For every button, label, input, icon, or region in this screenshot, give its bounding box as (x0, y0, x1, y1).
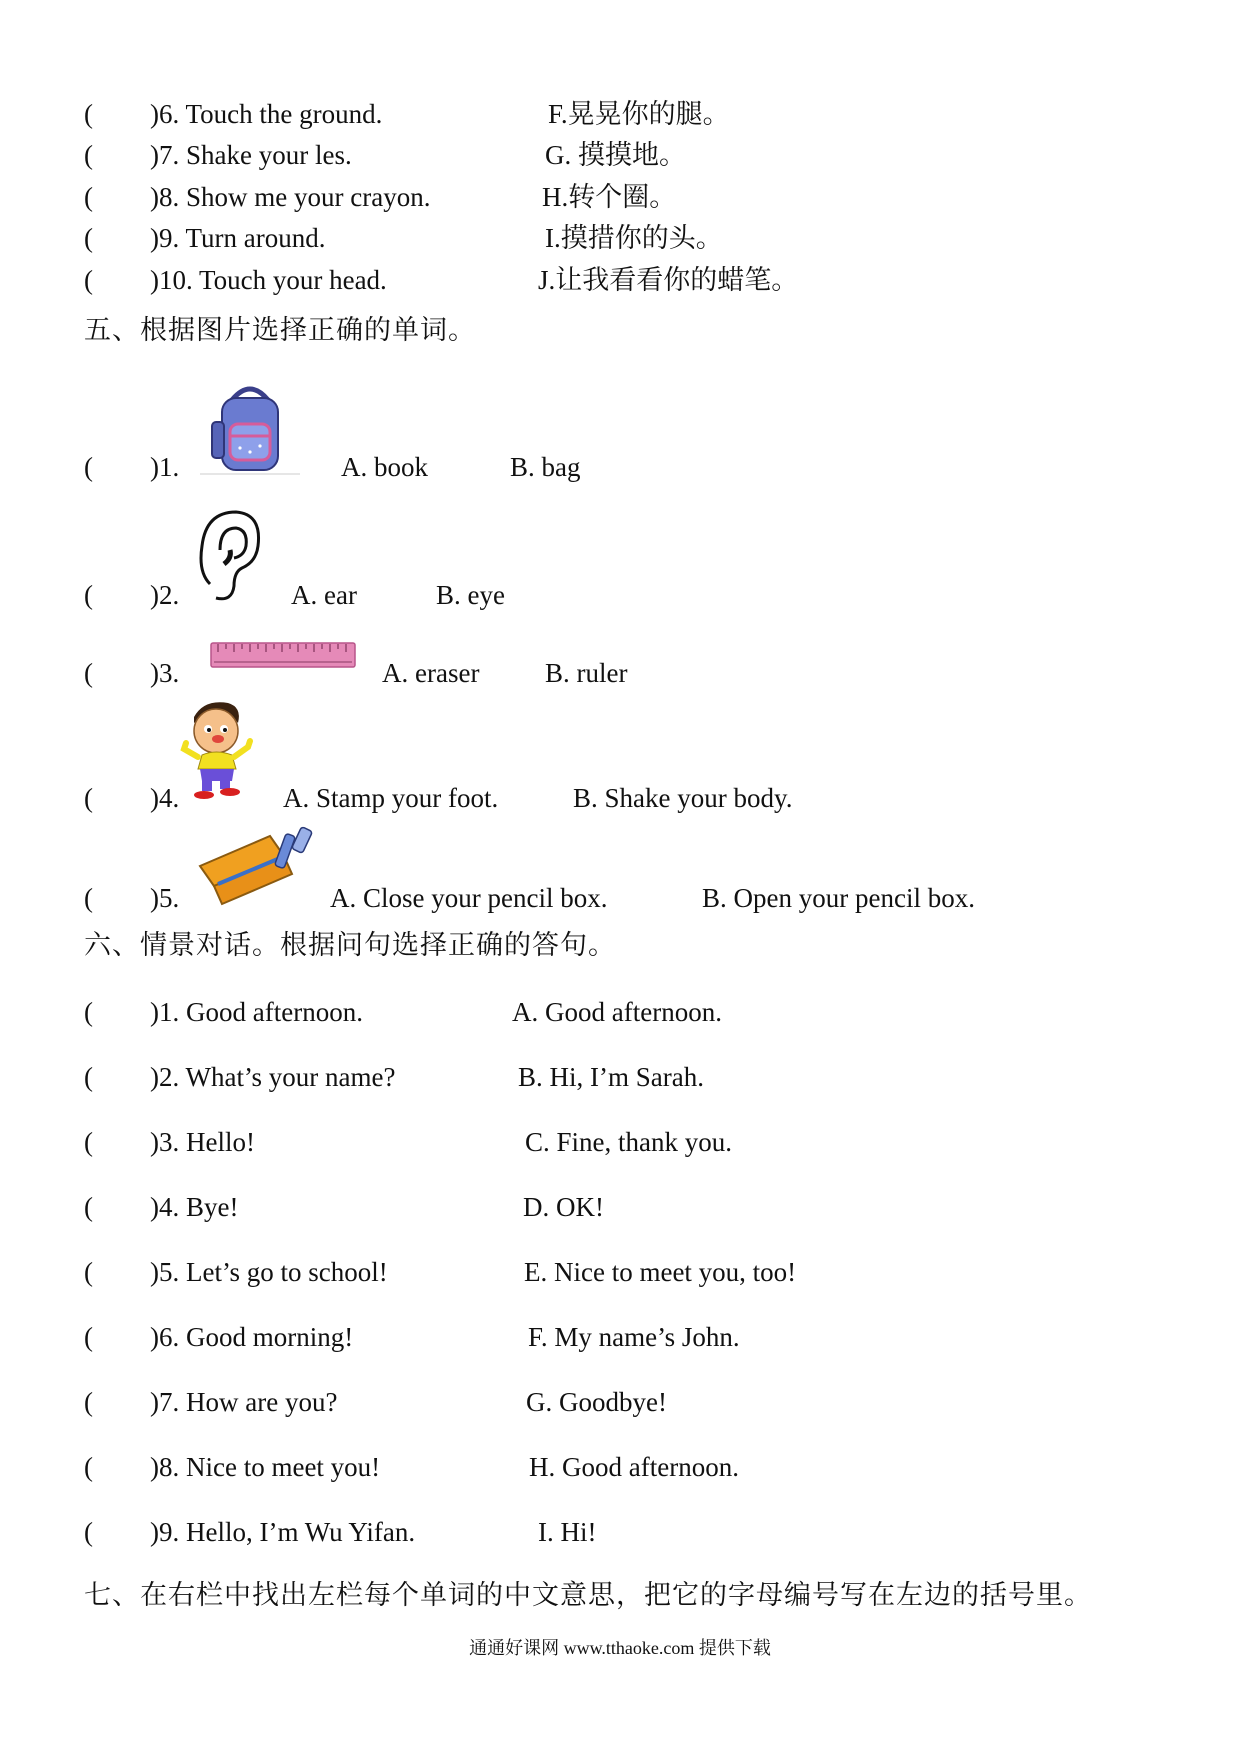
section-6-heading: 六、情景对话。根据问句选择正确的答句。 (84, 930, 616, 960)
option-b: B. bag (510, 452, 581, 482)
answer-option: G. Goodbye! (526, 1387, 667, 1417)
question: )8. Nice to meet you! (150, 1452, 381, 1482)
ruler-picture (210, 640, 356, 672)
answer-paren: ( (84, 1322, 93, 1352)
answer-paren: ( (84, 182, 93, 212)
answer-paren: ( (84, 1062, 93, 1092)
answer-paren: ( (84, 997, 93, 1027)
question: )2. What’s your name? (150, 1062, 396, 1092)
answer-option: A. Good afternoon. (512, 997, 722, 1027)
item-number: )1. (150, 452, 180, 482)
answer-paren: ( (84, 223, 93, 253)
question: )5. Let’s go to school! (150, 1257, 388, 1287)
ear-picture (194, 506, 266, 606)
section-7-heading: 七、在右栏中找出左栏每个单词的中文意思，把它的字母编号写在左边的括号里。 (84, 1580, 1092, 1610)
answer-paren: ( (84, 1452, 93, 1482)
option-a: A. Stamp your foot. (283, 783, 499, 813)
question: )3. Hello! (150, 1127, 255, 1157)
backpack-picture (200, 378, 300, 478)
answer-option: E. Nice to meet you, too! (524, 1257, 797, 1287)
matching-right: G. 摸摸地。 (545, 140, 686, 170)
answer-option: B. Hi, I’m Sarah. (518, 1062, 704, 1092)
question: )6. Good morning! (150, 1322, 354, 1352)
option-a: A. ear (291, 580, 357, 610)
answer-paren: ( (84, 580, 93, 610)
item-number: )3. (150, 658, 180, 688)
answer-paren: ( (84, 452, 93, 482)
matching-left: )7. Shake your les. (150, 140, 352, 170)
matching-right: J.让我看看你的蜡笔。 (538, 265, 799, 295)
option-a: A. eraser (382, 658, 480, 688)
option-b: B. ruler (545, 658, 628, 688)
item-number: )2. (150, 580, 180, 610)
answer-option: I. Hi! (538, 1517, 597, 1547)
answer-paren: ( (84, 1517, 93, 1547)
option-b: B. Shake your body. (573, 783, 793, 813)
matching-left: )10. Touch your head. (150, 265, 387, 295)
answer-paren: ( (84, 140, 93, 170)
answer-paren: ( (84, 883, 93, 913)
matching-right: H.转个圈。 (542, 182, 677, 212)
answer-option: D. OK! (523, 1192, 604, 1222)
matching-right: I.摸措你的头。 (545, 223, 723, 253)
page-footer: 通通好课网 www.tthaoke.com 提供下载 (469, 1638, 771, 1658)
matching-right: F.晃晃你的腿。 (548, 99, 730, 129)
answer-paren: ( (84, 1192, 93, 1222)
item-number: )4. (150, 783, 180, 813)
option-a: A. Close your pencil box. (330, 883, 608, 913)
answer-paren: ( (84, 265, 93, 295)
boy-stamping-foot-picture (180, 697, 256, 801)
question: )9. Hello, I’m Wu Yifan. (150, 1517, 416, 1547)
answer-paren: ( (84, 783, 93, 813)
matching-left: )9. Turn around. (150, 223, 326, 253)
option-b: B. eye (436, 580, 505, 610)
question: )1. Good afternoon. (150, 997, 363, 1027)
open-pencil-box-picture (196, 822, 320, 908)
question: )7. How are you? (150, 1387, 338, 1417)
answer-paren: ( (84, 1387, 93, 1417)
answer-paren: ( (84, 1127, 93, 1157)
answer-paren: ( (84, 658, 93, 688)
question: )4. Bye! (150, 1192, 239, 1222)
section-5-heading: 五、根据图片选择正确的单词。 (84, 315, 476, 345)
answer-option: C. Fine, thank you. (525, 1127, 732, 1157)
answer-paren: ( (84, 99, 93, 129)
answer-option: F. My name’s John. (528, 1322, 740, 1352)
matching-left: )8. Show me your crayon. (150, 182, 431, 212)
answer-option: H. Good afternoon. (529, 1452, 739, 1482)
matching-left: )6. Touch the ground. (150, 99, 383, 129)
option-b: B. Open your pencil box. (702, 883, 975, 913)
item-number: )5. (150, 883, 180, 913)
option-a: A. book (341, 452, 428, 482)
answer-paren: ( (84, 1257, 93, 1287)
